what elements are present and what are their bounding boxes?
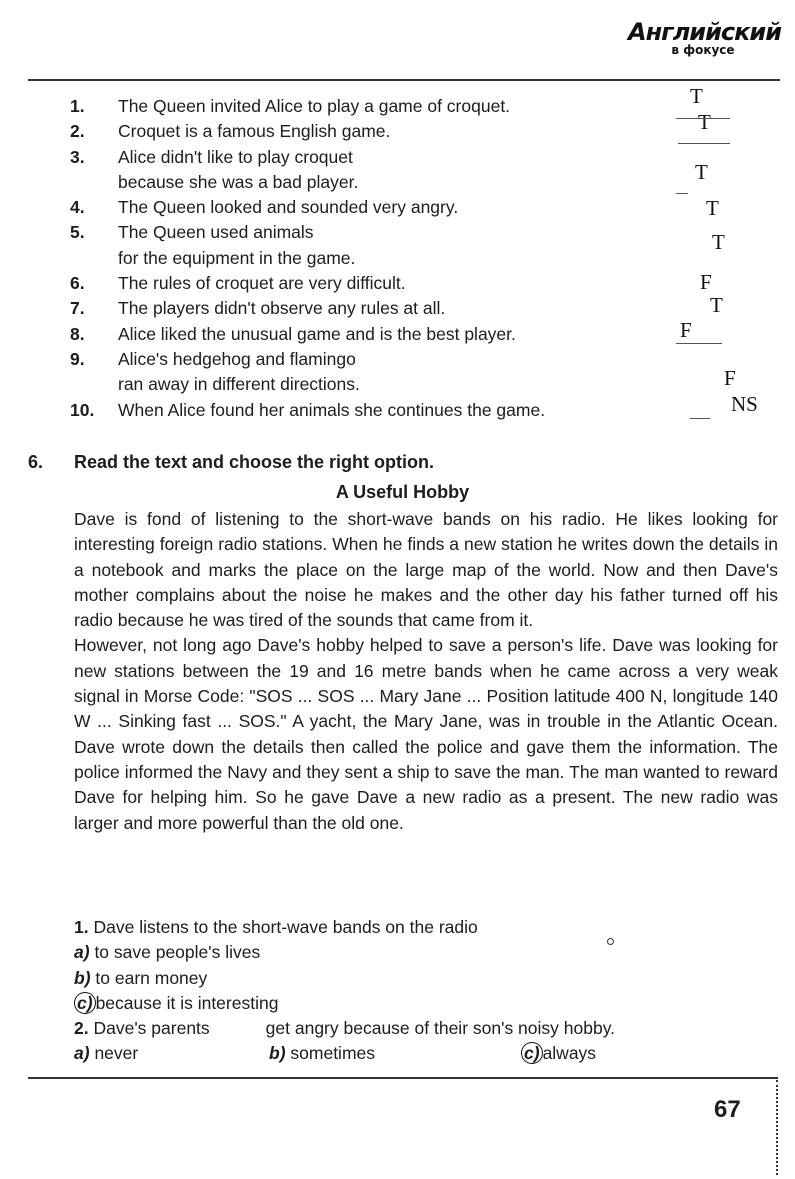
statement-line: ran away in different directions. — [118, 374, 360, 395]
question-text-end: get angry because of their son's noisy hobby. — [265, 1018, 616, 1039]
statement-text — [118, 195, 670, 220]
option-text: to earn money — [95, 967, 208, 988]
logo-title: Английский — [628, 18, 782, 46]
statement-number: 4. — [70, 197, 85, 218]
option-letter: a) — [74, 1043, 90, 1064]
question-number: 2. — [74, 1018, 89, 1039]
option-text: because it is interesting — [95, 992, 279, 1013]
statement-number: 2. — [70, 121, 85, 142]
statement-line: Alice didn't like to play croquet — [118, 146, 353, 167]
statement-number: 10. — [70, 399, 95, 420]
answer-mark: F — [724, 366, 736, 390]
question-2-stem — [74, 1016, 778, 1041]
selected-option-circle: c) — [74, 992, 96, 1014]
question-1-option-c[interactable] — [74, 991, 778, 1016]
question-2-option-a[interactable] — [74, 1041, 269, 1066]
logo-subtitle: в фокусе — [671, 43, 735, 57]
question-1-stem — [74, 915, 778, 940]
statement-line: for the equipment in the game. — [118, 247, 356, 268]
exercise-heading — [28, 452, 434, 473]
answer-underline — [676, 343, 722, 344]
statement-text — [118, 398, 670, 423]
answer-mark: T — [706, 196, 719, 220]
statement-text — [118, 271, 670, 296]
question-1-option-b[interactable] — [74, 966, 778, 991]
passage-paragraph: However, not long ago Dave's hobby helped to save a person's life. Dave was looking for new stations between the 19 and 16 metre bands when he came across a very weak signal in Morse Code: "SOS ... SOS ... Mary Jane ... Position latitude 400 N, longitude 140 W ... Sinking fast ... SOS." A yacht, the Mary Jane, was in trouble in the Atlantic Ocean. Dave wrote down the details then called the police and gave them the information. The police informed the Navy and they sent a ship to save the man. The man wanted to reward Dave for helping him. So he gave Dave a new radio as a present. The new radio was larger and more powerful than the old one. — [74, 635, 778, 833]
question-text-start: Dave's parents — [93, 1018, 210, 1039]
statement-item — [70, 195, 670, 220]
footer-rule — [28, 1077, 778, 1079]
statement-item — [70, 119, 670, 144]
option-text: to save people's lives — [94, 942, 261, 963]
statement-number: 3. — [70, 146, 85, 167]
answer-underline — [676, 118, 730, 119]
statement-item — [70, 322, 670, 347]
answer-mark: T — [712, 230, 725, 254]
statement-line: Alice liked the unusual game and is the best player. — [118, 323, 516, 344]
question-2-options — [74, 1041, 778, 1066]
statement-line: The Queen used animals — [118, 222, 314, 243]
statement-text — [118, 322, 670, 347]
passage-paragraph: Dave is fond of listening to the short-wave bands on his radio. He likes looking for interesting foreign radio stations. When he finds a new station he writes down the details in a notebook and marks the place on the large map of the world. Now and then Dave's mother complains about the noise he makes and the other day his father turned off his radio because he was tired of the sounds that came from it. — [74, 509, 778, 631]
statement-text — [118, 296, 670, 321]
statement-item — [70, 145, 670, 196]
answer-underline — [676, 193, 688, 194]
statement-number: 1. — [70, 96, 85, 116]
statement-line: Alice's hedgehog and flamingo — [118, 348, 356, 369]
header-rule — [28, 79, 780, 81]
answer-mark: T — [690, 84, 703, 108]
page-number: 67 — [714, 1096, 741, 1123]
reading-passage — [74, 507, 778, 836]
answer-underline — [690, 418, 710, 419]
answer-underline — [678, 143, 730, 144]
question-text: Dave listens to the short-wave bands on the radio — [93, 917, 478, 937]
option-text: never — [94, 1043, 139, 1064]
statement-item — [70, 94, 670, 119]
statement-item — [70, 220, 670, 271]
statement-text — [118, 220, 670, 271]
option-letter: b) — [74, 967, 91, 988]
statement-item — [70, 347, 670, 398]
exercise-instruction: Read the text and choose the right option. — [74, 452, 435, 472]
pen-mark — [607, 938, 614, 945]
text-title: A Useful Hobby — [335, 482, 470, 502]
book-logo — [628, 18, 782, 57]
statement-text — [118, 347, 670, 398]
selected-option-circle: c) — [521, 1042, 543, 1064]
statement-line: because she was a bad player. — [118, 171, 359, 192]
true-false-list — [70, 94, 670, 423]
statement-line: The Queen invited Alice to play a game of croquet. — [118, 96, 511, 116]
statement-number: 7. — [70, 298, 85, 319]
statement-item — [70, 296, 670, 321]
option-letter: a) — [74, 942, 90, 963]
statement-item — [70, 271, 670, 296]
statement-line: The rules of croquet are very difficult. — [118, 273, 406, 294]
question-2-option-b[interactable] — [269, 1041, 521, 1066]
dotted-margin — [776, 1080, 778, 1175]
option-text: always — [542, 1043, 597, 1064]
answer-mark: F — [680, 318, 692, 342]
statement-item — [70, 398, 670, 423]
statement-text — [118, 94, 670, 119]
statement-number: 9. — [70, 348, 85, 369]
answer-mark: T — [698, 110, 711, 134]
option-text: sometimes — [290, 1043, 376, 1064]
answer-mark: T — [695, 160, 708, 184]
questions-block — [74, 915, 778, 1067]
statement-number: 6. — [70, 273, 85, 294]
answer-mark: NS — [731, 392, 758, 416]
statement-line: When Alice found her animals she continues the game. — [118, 399, 546, 420]
answer-mark: T — [710, 293, 723, 317]
statement-number: 8. — [70, 323, 85, 344]
statement-line: The Queen looked and sounded very angry. — [118, 197, 459, 218]
statement-line: Croquet is a famous English game. — [118, 121, 391, 142]
answer-mark: F — [700, 270, 712, 294]
question-1-option-a[interactable] — [74, 940, 778, 965]
statement-text — [118, 145, 670, 196]
question-2-option-c[interactable] — [521, 1041, 596, 1066]
option-letter: b) — [269, 1043, 286, 1064]
statement-number: 5. — [70, 222, 85, 243]
question-number: 1. — [74, 917, 89, 937]
exercise-number: 6. — [28, 452, 44, 472]
statement-line: The players didn't observe any rules at all. — [118, 298, 446, 319]
statement-text — [118, 119, 670, 144]
